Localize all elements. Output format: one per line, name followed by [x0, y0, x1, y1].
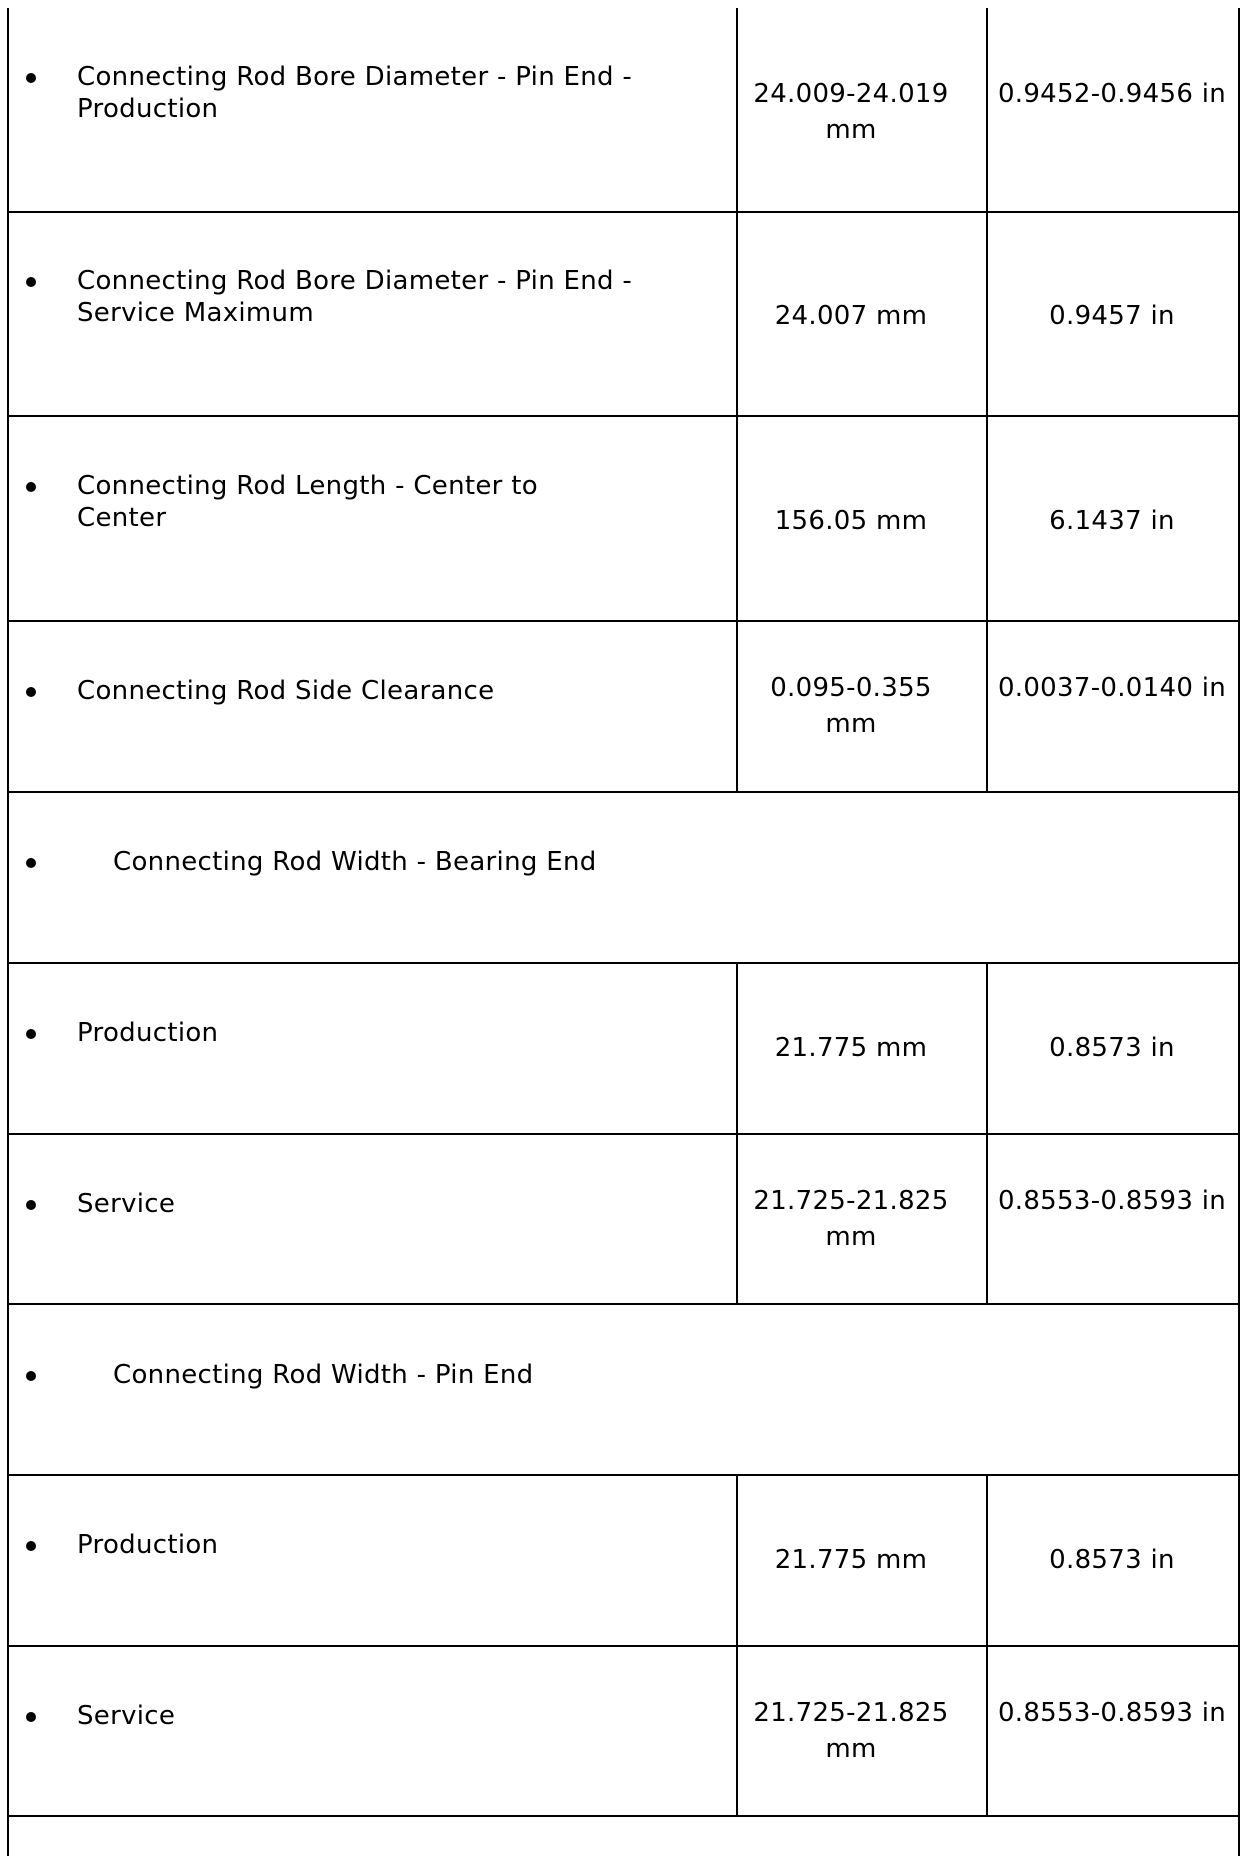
row-divider: [7, 211, 1240, 213]
table-border-left: [7, 8, 9, 1856]
row-label: Service: [77, 1189, 176, 1219]
row-divider: [7, 1645, 1240, 1647]
imperial-value: 0.8553-0.8593 in: [997, 1698, 1227, 1728]
row-divider: [7, 962, 1240, 964]
imperial-value: 0.9457 in: [1049, 301, 1175, 331]
row-label: Production: [77, 1018, 219, 1048]
row-divider: [7, 1815, 1240, 1817]
column-divider: [986, 8, 988, 792]
bullet-icon: [26, 1029, 36, 1039]
table-border-right: [1238, 8, 1240, 1856]
metric-value: 24.009-24.019 mm: [753, 79, 949, 145]
row-label: Connecting Rod Bore Diameter - Pin End - Production: [77, 62, 633, 124]
metric-value: 21.775 mm: [774, 1033, 928, 1063]
section-heading: Connecting Rod Width - Bearing End: [113, 847, 597, 877]
row-label: Connecting Rod Length - Center to Center: [77, 471, 538, 533]
row-divider: [7, 620, 1240, 622]
bullet-icon: [26, 1541, 36, 1551]
row-label: Service: [77, 1701, 176, 1731]
bullet-icon: [26, 277, 36, 287]
imperial-value: 0.0037-0.0140 in: [997, 673, 1227, 703]
bullet-icon: [26, 482, 36, 492]
imperial-value: 6.1437 in: [1049, 506, 1175, 536]
row-label: Production: [77, 1530, 219, 1560]
imperial-value: 0.8553-0.8593 in: [997, 1186, 1227, 1216]
row-divider: [7, 791, 1240, 793]
row-divider: [7, 415, 1240, 417]
metric-value: 21.725-21.825 mm: [753, 1186, 949, 1252]
bullet-icon: [26, 1712, 36, 1722]
bullet-icon: [26, 1200, 36, 1210]
metric-value: 24.007 mm: [774, 301, 928, 331]
row-divider: [7, 1133, 1240, 1135]
imperial-value: 0.8573 in: [1049, 1545, 1175, 1575]
imperial-value: 0.9452-0.9456 in: [997, 79, 1227, 109]
row-label: Connecting Rod Side Clearance: [77, 676, 495, 706]
metric-value: 21.775 mm: [774, 1545, 928, 1575]
bullet-icon: [26, 1371, 36, 1381]
row-divider: [7, 1303, 1240, 1305]
column-divider: [736, 8, 738, 792]
bullet-icon: [26, 687, 36, 697]
metric-value: 21.725-21.825 mm: [753, 1698, 949, 1764]
bullet-icon: [26, 858, 36, 868]
bullet-icon: [26, 73, 36, 83]
imperial-value: 0.8573 in: [1049, 1033, 1175, 1063]
row-divider: [7, 1474, 1240, 1476]
metric-value: 0.095-0.355 mm: [770, 673, 932, 739]
section-heading: Connecting Rod Width - Pin End: [113, 1360, 534, 1390]
row-label: Connecting Rod Bore Diameter - Pin End - Service Maximum: [77, 266, 633, 328]
metric-value: 156.05 mm: [774, 506, 928, 536]
